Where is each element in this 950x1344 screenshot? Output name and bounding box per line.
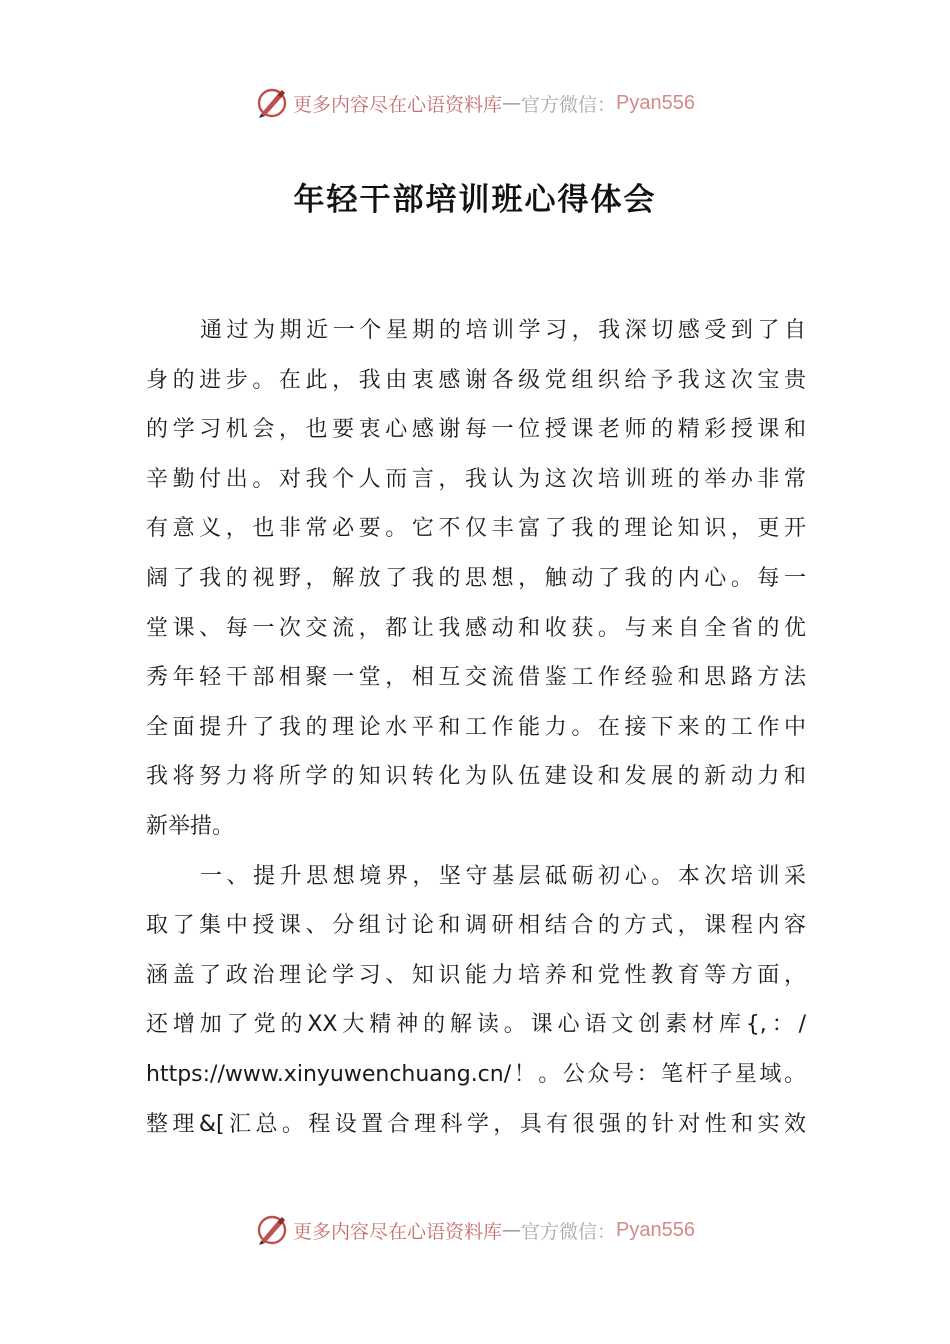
banner-wechat-label: 官方微信： [521, 1220, 617, 1243]
body-line: 取了集中授课、分组讨论和调研相结合的方式，课程内容 [146, 913, 806, 939]
body-line: 整理&[汇总。程设置合理科学，具有很强的针对性和实效 [146, 1111, 806, 1137]
header-banner [0, 83, 950, 123]
pen-circle-logo-icon [255, 1213, 289, 1247]
body-line: 全面提升了我的理论水平和工作能力。在接下来的工作中 [146, 714, 806, 740]
footer-banner [0, 1210, 950, 1250]
banner-wechat-id: Pyan556 [616, 1218, 695, 1241]
body-line: 堂课、每一次交流，都让我感动和收获。与来自全省的优 [146, 615, 806, 641]
body-line: 一、提升思想境界，坚守基层砥砺初心。本次培训采 [200, 863, 806, 889]
body-line: 有意义，也非常必要。它不仅丰富了我的理论知识，更开 [146, 516, 806, 542]
banner-wechat-id: Pyan556 [616, 91, 695, 114]
document-title: 年轻干部培训班心得体会 [293, 182, 657, 218]
body-line: 涵盖了政治理论学习、知识能力培养和党性教育等方面， [146, 962, 806, 988]
banner-separator: — [502, 92, 522, 114]
body-line: 辛勤付出。对我个人而言，我认为这次培训班的举办非常 [146, 466, 806, 492]
body-line: 还增加了党的XX大精神的解读。课心语文创素材库{,：/ [146, 1012, 806, 1038]
body-line: 的学习机会，也要衷心感谢每一位授课老师的精彩授课和 [146, 417, 806, 443]
body-line: 通过为期近一个星期的培训学习，我深切感受到了自 [200, 318, 806, 343]
body-line: 新举措。 [146, 813, 235, 839]
body-line: 阔了我的视野，解放了我的思想，触动了我的内心。每一 [146, 565, 806, 591]
body-line: https://www.xinyuwenchuang.cn/！。公众号：笔杆子星域。 [146, 1061, 806, 1087]
pen-circle-logo-icon [255, 86, 289, 120]
banner-text: 更多内容尽在心语资料库 [293, 93, 503, 116]
body-line: 我将努力将所学的知识转化为队伍建设和发展的新动力和 [146, 764, 806, 790]
banner-text: 更多内容尽在心语资料库 [293, 1220, 503, 1243]
banner-wechat-label: 官方微信： [521, 93, 617, 116]
document-body [146, 306, 806, 1149]
banner-separator: — [502, 1219, 522, 1241]
body-line: 秀年轻干部相聚一堂，相互交流借鉴工作经验和思路方法 [146, 665, 806, 691]
body-line: 身的进步。在此，我由衷感谢各级党组织给予我这次宝贵 [146, 367, 806, 393]
